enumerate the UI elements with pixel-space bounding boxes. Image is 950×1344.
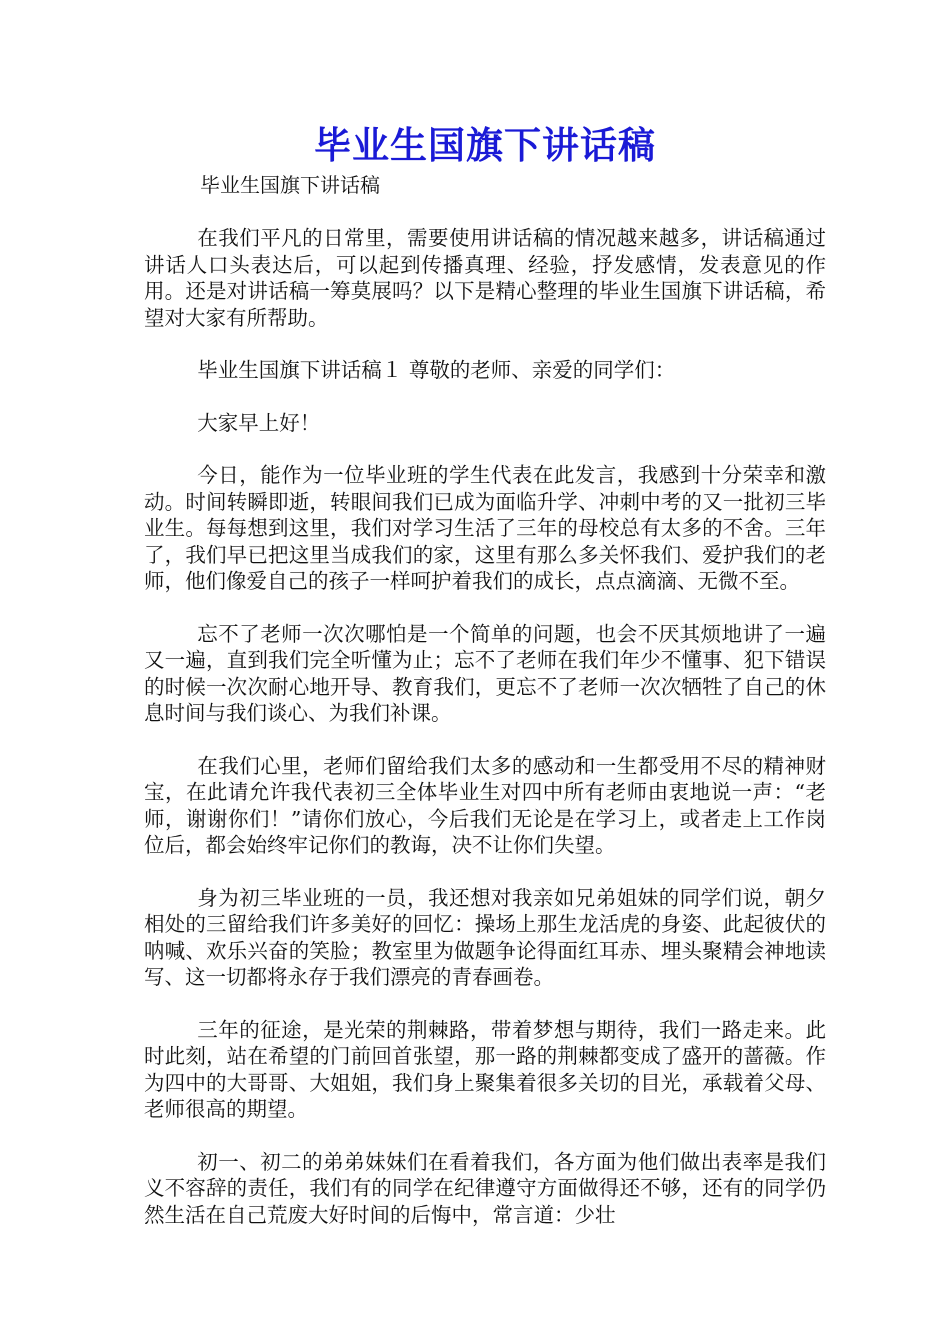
paragraph-body: 身为初三毕业班的一员，我还想对我亲如兄弟姐妹的同学们说，朝夕相处的三留给我们许多美好的回忆：操场上那生龙活虎的身姿、此起彼伏的呐喊、欢乐兴奋的笑脸；教室里为做题争论得面红耳赤、埋头聚精会神地读写、这一切都将永存于我们漂亮的青春画卷。 <box>144 885 826 989</box>
paragraph-body: 三年的征途，是光荣的荆棘路，带着梦想与期待，我们一路走来。此时此刻，站在希望的门前回首张望，那一路的荆棘都变成了盛开的蔷薇。作为四中的大哥哥、大姐姐，我们身上聚集着很多关切的目光，承载着父母、老师很高的期望。 <box>144 1017 826 1121</box>
paragraph-body: 忘不了老师一次次哪怕是一个简单的问题，也会不厌其烦地讲了一遍又一遍，直到我们完全听懂为止；忘不了老师在我们年少不懂事、犯下错误的时候一次次耐心地开导、教育我们，更忘不了老师一次次牺牲了自己的休息时间与我们谈心、为我们补课。 <box>144 621 826 725</box>
paragraph-greeting: 大家早上好！ <box>197 410 321 435</box>
paragraph-body: 在我们心里，老师们留给我们太多的感动和一生都受用不尽的精神财宝，在此请允许我代表初三全体毕业生对四中所有老师由衷地说一声：“老师，谢谢你们！”请你们放心，今后我们无论是在学习上，或者走上工作岗位后，都会始终牢记你们的教诲，决不让你们失望。 <box>144 753 826 857</box>
document-subtitle: 毕业生国旗下讲话稿 <box>200 173 380 197</box>
paragraph-body: 今日，能作为一位毕业班的学生代表在此发言，我感到十分荣幸和激动。时间转瞬即逝，转眼间我们已成为面临升学、冲刺中考的又一批初三毕业生。每每想到这里，我们对学习生活了三年的母校总有太多的不舍。三年了，我们早已把这里当成我们的家，这里有那么多关怀我们、爱护我们的老师，他们像爱自己的孩子一样呵护着我们的成长，点点滴滴、无微不至。 <box>144 463 826 593</box>
document-title: 毕业生国旗下讲话稿 <box>314 124 656 167</box>
paragraph-body: 初一、初二的弟弟妹妹们在看着我们，各方面为他们做出表率是我们义不容辞的责任，我们有的同学在纪律遵守方面做得还不够，还有的同学仍然生活在自己荒废大好时间的后悔中，常言道：少壮 <box>144 1149 826 1227</box>
paragraph-salutation: 毕业生国旗下讲话稿１ 尊敬的老师、亲爱的同学们： <box>197 358 676 382</box>
paragraph-intro: 在我们平凡的日常里，需要使用讲话稿的情况越来越多，讲话稿通过讲话人口头表达后，可以起到传播真理、经验，抒发感情，发表意见的作用。还是对讲话稿一筹莫展吗？以下是精心整理的毕业生国旗下讲话稿，希望对大家有所帮助。 <box>144 226 826 330</box>
document-page <box>144 120 826 1228</box>
